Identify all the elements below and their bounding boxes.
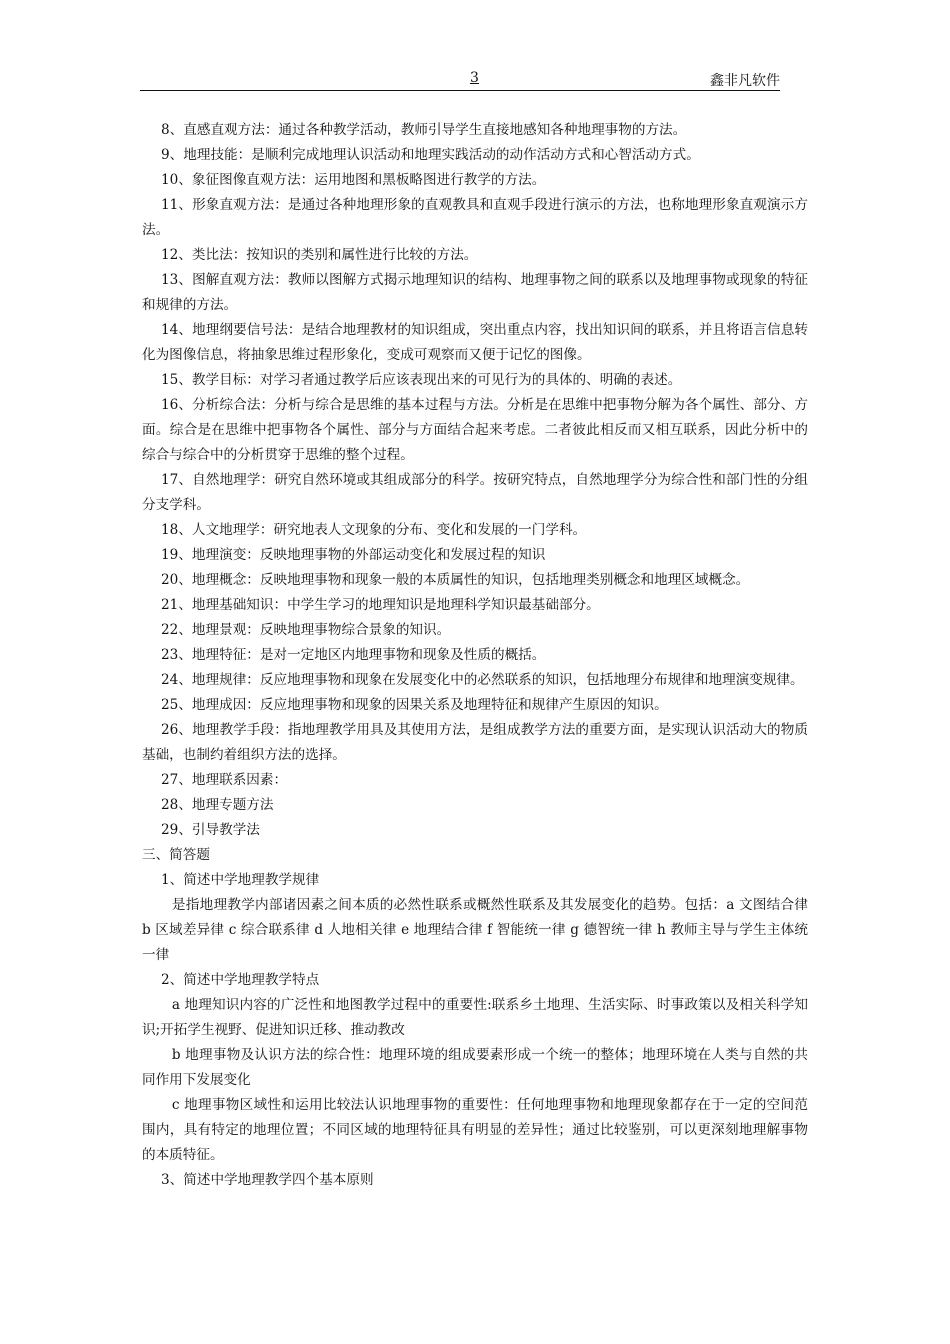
term-paragraph: 27、地理联系因素： <box>161 772 288 788</box>
page-header <box>140 68 780 91</box>
term-paragraph: 24、地理规律：反应地理事物和现象在发展变化中的必然联系的知识，包括地理分布规律和地理演变规律。 <box>161 672 804 688</box>
term-paragraph: 19、地理演变：反映地理事物的外部运动变化和发展过程的知识 <box>161 547 546 563</box>
answer-paragraph: a 地理知识内容的广泛性和地图教学过程中的重要性:联系乡土地理、生活实际、时事政策以及相关科学知识;开拓学生视野、促进知识迁移、推动教改 <box>142 997 808 1038</box>
term-paragraph: 25、地理成因：反应地理事物和现象的因果关系及地理特征和规律产生原因的知识。 <box>161 697 668 713</box>
term-paragraph: 23、地理特征：是对一定地区内地理事物和现象及性质的概括。 <box>161 647 546 663</box>
term-paragraph: 20、地理概念：反映地理事物和现象一般的本质属性的知识，包括地理类别概念和地理区域概念。 <box>161 572 750 588</box>
term-paragraph: 22、地理景观：反映地理事物综合景象的知识。 <box>161 622 451 638</box>
term-paragraph: 12、类比法：按知识的类别和属性进行比较的方法。 <box>161 247 478 263</box>
header-brand: 鑫非凡软件 <box>710 73 780 89</box>
section-heading: 三、简答题 <box>142 847 210 863</box>
question-title: 3、简述中学地理教学四个基本原则 <box>161 1172 374 1188</box>
term-paragraph: 9、地理技能：是顺利完成地理认识活动和地理实践活动的动作活动方式和心智活动方式。 <box>161 147 700 163</box>
answer-paragraph: b 地理事物及认识方法的综合性：地理环境的组成要素形成一个统一的整体；地理环境在人类与自然的共同作用下发展变化 <box>142 1047 808 1088</box>
term-paragraph: 15、教学目标：对学习者通过教学后应该表现出来的可见行为的具体的、明确的表述。 <box>161 372 682 388</box>
page-content <box>142 118 808 1193</box>
term-paragraph: 8、直感直观方法：通过各种教学活动，教师引导学生直接地感知各种地理事物的方法。 <box>161 122 687 138</box>
term-paragraph: 28、地理专题方法 <box>161 797 274 813</box>
answer-paragraph: 是指地理教学内部诸因素之间本质的必然性联系或概然性联系及其发展变化的趋势。包括：a 文图结合律 b 区域差异律 c 综合联系律 d 人地相关律 e 地理结合律 f 智能统一律 g 德智统一律 h 教师主导与学生主体统一律 <box>142 897 808 963</box>
question-title: 1、简述中学地理教学规律 <box>161 872 320 888</box>
term-paragraph: 29、引导教学法 <box>161 822 260 838</box>
term-paragraph: 16、分析综合法：分析与综合是思维的基本过程与方法。分析是在思维中把事物分解为各个属性、部分、方面。综合是在思维中把事物各个属性、部分与方面结合起来考虑。二者彼此相反而又相互联系，因此分析中的综合与综合中的分析贯穿于思维的整个过程。 <box>142 397 808 463</box>
answer-paragraph: c 地理事物区域性和运用比较法认识地理事物的重要性：任何地理事物和地理现象都存在于一定的空间范围内，具有特定的地理位置；不同区域的地理特征具有明显的差异性；通过比较鉴别，可以更深刻地理解事物的本质特征。 <box>142 1097 808 1163</box>
term-paragraph: 10、象征图像直观方法：运用地图和黑板略图进行教学的方法。 <box>161 172 546 188</box>
question-title: 2、简述中学地理教学特点 <box>161 972 320 988</box>
term-paragraph: 21、地理基础知识：中学生学习的地理知识是地理科学知识最基础部分。 <box>161 597 600 613</box>
term-paragraph: 14、地理纲要信号法：是结合地理教材的知识组成，突出重点内容，找出知识间的联系，并且将语言信息转化为图像信息，将抽象思维过程形象化，变成可观察而又便于记忆的图像。 <box>142 322 808 363</box>
term-paragraph: 13、图解直观方法：教师以图解方式揭示地理知识的结构、地理事物之间的联系以及地理事物或现象的特征和规律的方法。 <box>142 272 808 313</box>
term-paragraph: 18、人文地理学：研究地表人文现象的分布、变化和发展的一门学科。 <box>161 522 587 538</box>
term-paragraph: 26、地理教学手段：指地理教学用具及其使用方法，是组成教学方法的重要方面，是实现认识活动大的物质基础，也制约着组织方法的选择。 <box>142 722 808 763</box>
page-number: 3 <box>470 70 479 86</box>
term-paragraph: 17、自然地理学：研究自然环境或其组成部分的科学。按研究特点，自然地理学分为综合性和部门性的分组分支学科。 <box>142 472 808 513</box>
term-paragraph: 11、形象直观方法：是通过各种地理形象的直观教具和直观手段进行演示的方法，也称地理形象直观演示方法。 <box>142 197 808 238</box>
